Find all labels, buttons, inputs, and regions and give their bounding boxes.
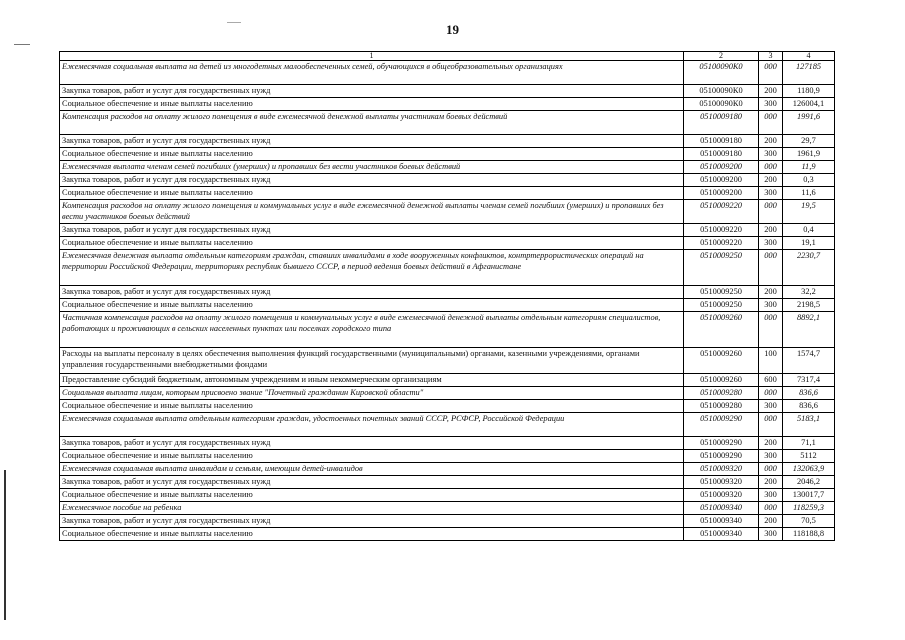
amount-cell: 2230,7 [783, 250, 835, 286]
expense-name-cell: Закупка товаров, работ и услуг для государственных нужд [60, 286, 684, 299]
expense-name-cell: Компенсация расходов на оплату жилого помещения и коммунальных услуг в виде ежемесячной денежной выплаты членам семей погибших (умерших) и пропавших без вести участников боевых действий [60, 200, 684, 224]
amount-cell: 118259,3 [783, 502, 835, 515]
expense-type-cell: 000 [759, 200, 783, 224]
target-code-cell: 0510009280 [684, 400, 759, 413]
expense-name-cell: Социальное обеспечение и иные выплаты населению [60, 98, 684, 111]
amount-cell: 7317,4 [783, 374, 835, 387]
target-code-cell: 0510009260 [684, 348, 759, 374]
expense-type-cell: 200 [759, 286, 783, 299]
table-row [60, 61, 835, 85]
amount-cell: 836,6 [783, 387, 835, 400]
target-code-cell: 0510009220 [684, 224, 759, 237]
expense-type-cell: 000 [759, 312, 783, 348]
table-row [60, 187, 835, 200]
table-row [60, 528, 835, 541]
scan-mark [227, 22, 241, 23]
table-row [60, 502, 835, 515]
target-code-cell: 0510009200 [684, 174, 759, 187]
target-code-cell: 0510009290 [684, 437, 759, 450]
target-code-cell: 0510009250 [684, 299, 759, 312]
expense-type-cell: 300 [759, 528, 783, 541]
expense-name-cell: Социальное обеспечение и иные выплаты населению [60, 299, 684, 312]
amount-cell: 32,2 [783, 286, 835, 299]
amount-cell: 836,6 [783, 400, 835, 413]
expense-type-cell: 300 [759, 299, 783, 312]
target-code-cell: 05100090К0 [684, 98, 759, 111]
amount-cell: 126004,1 [783, 98, 835, 111]
expense-name-cell: Компенсация расходов на оплату жилого помещения в виде ежемесячной денежной выплаты участникам боевых действий [60, 111, 684, 135]
amount-cell: 130017,7 [783, 489, 835, 502]
expense-name-cell: Предоставление субсидий бюджетным, автономным учреждениям и иным некоммерческим организациям [60, 374, 684, 387]
target-code-cell: 0510009180 [684, 148, 759, 161]
table-row [60, 98, 835, 111]
expense-type-cell: 200 [759, 515, 783, 528]
target-code-cell: 0510009220 [684, 200, 759, 224]
amount-cell: 19,1 [783, 237, 835, 250]
amount-cell: 71,1 [783, 437, 835, 450]
expense-name-cell: Закупка товаров, работ и услуг для государственных нужд [60, 515, 684, 528]
expense-name-cell: Закупка товаров, работ и услуг для государственных нужд [60, 85, 684, 98]
amount-cell: 70,5 [783, 515, 835, 528]
header-cell: 4 [783, 52, 835, 61]
amount-cell: 2198,5 [783, 299, 835, 312]
expense-name-cell: Ежемесячная социальная выплата отдельным категориям граждан, удостоенных почетных званий СССР, РСФСР, Российской Федерации [60, 413, 684, 437]
header-row [60, 52, 835, 61]
amount-cell: 8892,1 [783, 312, 835, 348]
amount-cell: 5183,1 [783, 413, 835, 437]
expense-name-cell: Закупка товаров, работ и услуг для государственных нужд [60, 135, 684, 148]
header-cell: 2 [684, 52, 759, 61]
expense-name-cell: Социальное обеспечение и иные выплаты населению [60, 528, 684, 541]
table-row [60, 312, 835, 348]
expense-name-cell: Закупка товаров, работ и услуг для государственных нужд [60, 174, 684, 187]
target-code-cell: 0510009340 [684, 502, 759, 515]
target-code-cell: 0510009200 [684, 161, 759, 174]
table-row [60, 413, 835, 437]
target-code-cell: 0510009260 [684, 374, 759, 387]
expense-type-cell: 000 [759, 463, 783, 476]
amount-cell: 118188,8 [783, 528, 835, 541]
target-code-cell: 0510009320 [684, 476, 759, 489]
target-code-cell: 0510009180 [684, 111, 759, 135]
expense-type-cell: 600 [759, 374, 783, 387]
expense-type-cell: 200 [759, 174, 783, 187]
target-code-cell: 0510009180 [684, 135, 759, 148]
expense-name-cell: Закупка товаров, работ и услуг для государственных нужд [60, 476, 684, 489]
table-row [60, 148, 835, 161]
amount-cell: 5112 [783, 450, 835, 463]
expense-name-cell: Социальное обеспечение и иные выплаты населению [60, 148, 684, 161]
expense-name-cell: Частичная компенсация расходов на оплату жилого помещения и коммунальных услуг в виде ежемесячной денежной выплаты отдельным категориям специалистов, работающих и проживающих в сельских населенных пунктах или поселках городского типа [60, 312, 684, 348]
target-code-cell: 05100090К0 [684, 85, 759, 98]
expense-type-cell: 100 [759, 348, 783, 374]
expense-name-cell: Ежемесячная социальная выплата инвалидам и семьям, имеющим детей-инвалидов [60, 463, 684, 476]
expense-name-cell: Ежемесячное пособие на ребенка [60, 502, 684, 515]
table-row [60, 161, 835, 174]
target-code-cell: 0510009250 [684, 250, 759, 286]
expense-type-cell: 000 [759, 413, 783, 437]
expense-type-cell: 000 [759, 250, 783, 286]
table-row [60, 437, 835, 450]
expense-name-cell: Расходы на выплаты персоналу в целях обеспечения выполнения функций государственными (муниципальными) органами, казенными учреждениями, органами управления государственными внебюджетными фондами [60, 348, 684, 374]
header-cell: 1 [60, 52, 684, 61]
target-code-cell: 0510009250 [684, 286, 759, 299]
expense-name-cell: Социальное обеспечение и иные выплаты населению [60, 187, 684, 200]
header-cell: 3 [759, 52, 783, 61]
target-code-cell: 0510009320 [684, 489, 759, 502]
expense-type-cell: 200 [759, 476, 783, 489]
table-row [60, 400, 835, 413]
expense-name-cell: Социальное обеспечение и иные выплаты населению [60, 400, 684, 413]
table-row [60, 463, 835, 476]
expense-type-cell: 300 [759, 489, 783, 502]
expense-type-cell: 000 [759, 161, 783, 174]
table-row [60, 476, 835, 489]
expense-name-cell: Ежемесячная социальная выплата на детей из многодетных малообеспеченных семей, обучающихся в общеобразовательных организациях [60, 61, 684, 85]
expense-type-cell: 000 [759, 387, 783, 400]
expense-type-cell: 300 [759, 450, 783, 463]
amount-cell: 0,4 [783, 224, 835, 237]
amount-cell: 132063,9 [783, 463, 835, 476]
amount-cell: 1574,7 [783, 348, 835, 374]
table-body [60, 61, 835, 541]
target-code-cell: 0510009290 [684, 413, 759, 437]
expense-type-cell: 300 [759, 187, 783, 200]
target-code-cell: 0510009320 [684, 463, 759, 476]
expense-type-cell: 000 [759, 61, 783, 85]
table-row [60, 286, 835, 299]
target-code-cell: 0510009280 [684, 387, 759, 400]
left-edge-mark [4, 470, 6, 620]
table-row [60, 348, 835, 374]
table-row [60, 515, 835, 528]
target-code-cell: 0510009290 [684, 450, 759, 463]
amount-cell: 19,5 [783, 200, 835, 224]
expense-type-cell: 300 [759, 98, 783, 111]
table-row [60, 135, 835, 148]
expense-name-cell: Закупка товаров, работ и услуг для государственных нужд [60, 224, 684, 237]
amount-cell: 0,3 [783, 174, 835, 187]
table-row [60, 250, 835, 286]
target-code-cell: 0510009340 [684, 528, 759, 541]
amount-cell: 1961,9 [783, 148, 835, 161]
amount-cell: 29,7 [783, 135, 835, 148]
expense-type-cell: 200 [759, 224, 783, 237]
expense-type-cell: 300 [759, 400, 783, 413]
amount-cell: 2046,2 [783, 476, 835, 489]
target-code-cell: 0510009200 [684, 187, 759, 200]
scan-mark [14, 44, 30, 45]
expense-type-cell: 300 [759, 237, 783, 250]
expense-name-cell: Ежемесячная выплата членам семей погибших (умерших) и пропавших без вести участников боевых действий [60, 161, 684, 174]
amount-cell: 11,6 [783, 187, 835, 200]
table-row [60, 450, 835, 463]
table-row [60, 224, 835, 237]
expense-name-cell: Социальная выплата лицам, которым присвоено звание "Почетный гражданин Кировской области" [60, 387, 684, 400]
table-row [60, 85, 835, 98]
expense-type-cell: 000 [759, 502, 783, 515]
expense-type-cell: 000 [759, 111, 783, 135]
expense-name-cell: Социальное обеспечение и иные выплаты населению [60, 450, 684, 463]
expense-name-cell: Социальное обеспечение и иные выплаты населению [60, 237, 684, 250]
page-number: 19 [446, 22, 459, 37]
target-code-cell: 0510009220 [684, 237, 759, 250]
amount-cell: 11,9 [783, 161, 835, 174]
table-row [60, 111, 835, 135]
target-code-cell: 0510009340 [684, 515, 759, 528]
amount-cell: 1991,6 [783, 111, 835, 135]
table-row [60, 299, 835, 312]
target-code-cell: 0510009260 [684, 312, 759, 348]
expense-name-cell: Закупка товаров, работ и услуг для государственных нужд [60, 437, 684, 450]
expense-type-cell: 200 [759, 85, 783, 98]
amount-cell: 127185 [783, 61, 835, 85]
table-row [60, 489, 835, 502]
expense-name-cell: Социальное обеспечение и иные выплаты населению [60, 489, 684, 502]
expense-type-cell: 200 [759, 135, 783, 148]
amount-cell: 1180,9 [783, 85, 835, 98]
table-row [60, 200, 835, 224]
expense-type-cell: 200 [759, 437, 783, 450]
table-row [60, 374, 835, 387]
expense-name-cell: Ежемесячная денежная выплата отдельным категориям граждан, ставших инвалидами в ходе вооруженных конфликтов, контртеррористических операций на территории Российской Федерации, территориях республик бывшего СССР, в период ведения боевых действий в Афганистане [60, 250, 684, 286]
table-row [60, 387, 835, 400]
table-row [60, 237, 835, 250]
expense-type-cell: 300 [759, 148, 783, 161]
target-code-cell: 05100090К0 [684, 61, 759, 85]
budget-table [59, 51, 835, 541]
table-row [60, 174, 835, 187]
